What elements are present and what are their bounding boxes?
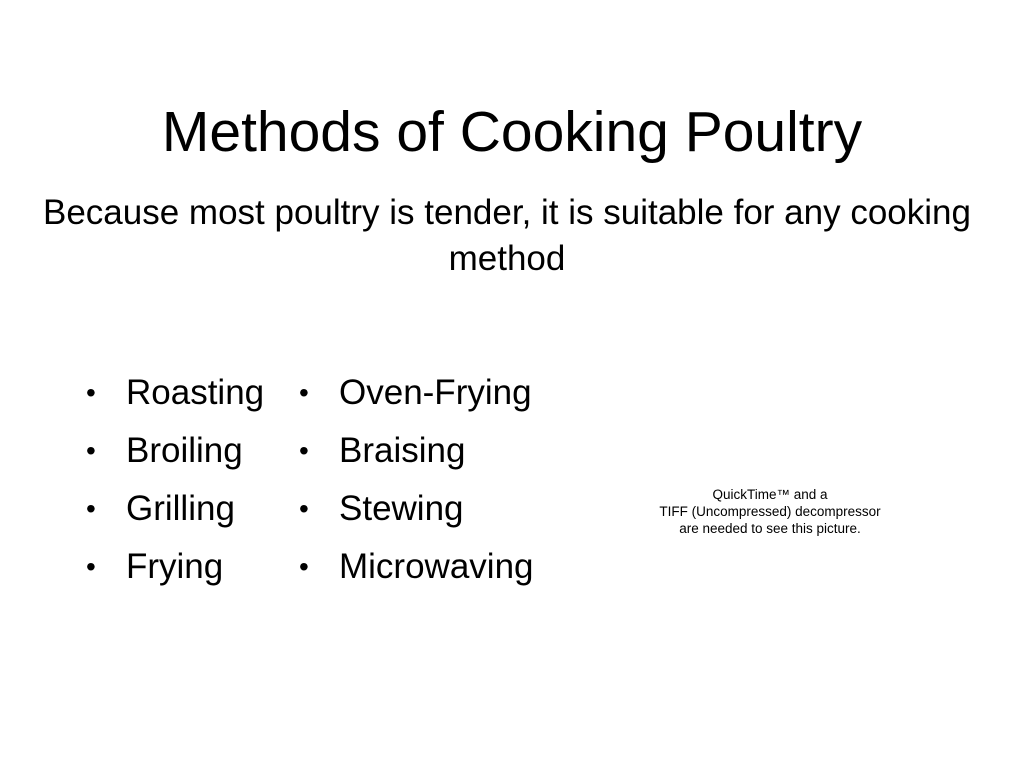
list-item-label: Grilling bbox=[126, 489, 235, 528]
list-item-label: Stewing bbox=[339, 489, 464, 528]
placeholder-line: TIFF (Uncompressed) decompressor bbox=[659, 504, 881, 519]
bullet-icon: • bbox=[86, 435, 96, 466]
cooking-methods-list-right bbox=[299, 364, 534, 596]
list-item bbox=[86, 422, 264, 480]
bullet-icon: • bbox=[299, 377, 309, 408]
list-item bbox=[299, 364, 534, 422]
placeholder-line: QuickTime™ and a bbox=[712, 487, 828, 502]
list-item bbox=[299, 480, 534, 538]
list-item bbox=[86, 364, 264, 422]
list-item-label: Frying bbox=[126, 547, 224, 586]
bullet-icon: • bbox=[86, 551, 96, 582]
list-item bbox=[299, 422, 534, 480]
slide-title: Methods of Cooking Poultry bbox=[161, 100, 863, 164]
cooking-methods-list-left bbox=[86, 364, 264, 596]
placeholder-line: are needed to see this picture. bbox=[679, 521, 861, 536]
list-item-label: Microwaving bbox=[339, 547, 534, 586]
bullet-icon: • bbox=[86, 493, 96, 524]
missing-picture-placeholder bbox=[630, 486, 910, 537]
bullet-icon: • bbox=[299, 435, 309, 466]
list-item-label: Roasting bbox=[126, 373, 265, 412]
list-item bbox=[86, 480, 264, 538]
bullet-icon: • bbox=[86, 377, 96, 408]
list-item-label: Broiling bbox=[126, 431, 243, 470]
list-item bbox=[299, 538, 534, 596]
list-item bbox=[86, 538, 264, 596]
list-item-label: Oven-Frying bbox=[339, 373, 532, 412]
list-item-label: Braising bbox=[339, 431, 466, 470]
bullet-icon: • bbox=[299, 551, 309, 582]
bullet-icon: • bbox=[299, 493, 309, 524]
slide-subtitle: Because most poultry is tender, it is suitable for any cooking method bbox=[43, 193, 971, 278]
